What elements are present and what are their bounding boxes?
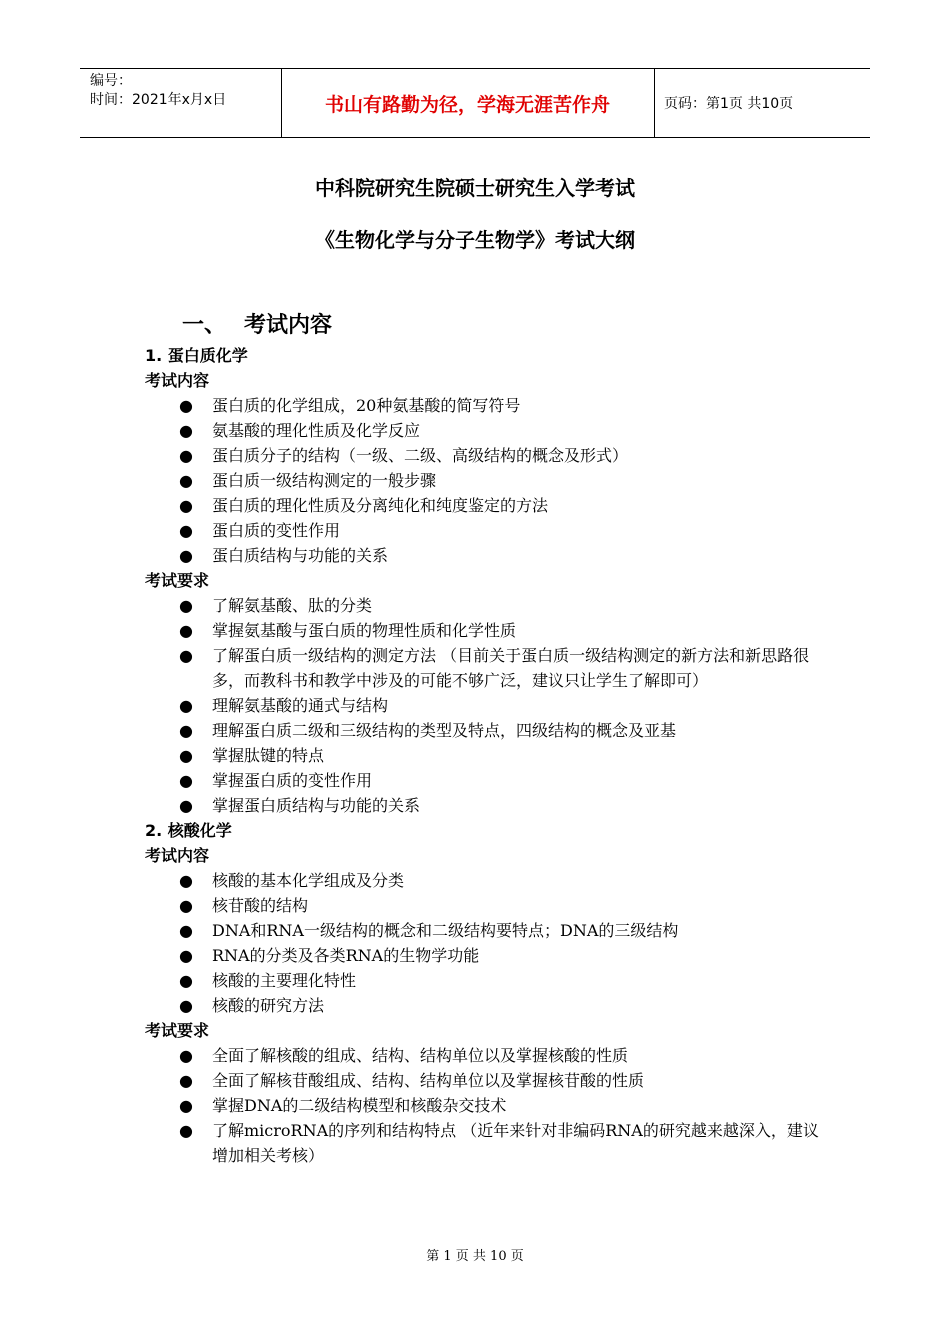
list-item (145, 868, 825, 893)
page-header (80, 68, 870, 138)
list-item-text: 蛋白质分子的结构（一级、二级、高级结构的概念及形式） (212, 446, 629, 465)
list-item-text: 全面了解核酸的组成、结构、结构单位以及掌握核酸的性质 (212, 1046, 629, 1065)
bullet-icon: ● (179, 396, 193, 415)
list-item (145, 493, 825, 518)
list-item (145, 468, 825, 493)
list-item-text: 蛋白质一级结构测定的一般步骤 (212, 471, 437, 490)
list-item-text: 掌握蛋白质的变性作用 (212, 771, 373, 790)
list-item (145, 768, 825, 793)
list-item-text: 核酸的基本化学组成及分类 (212, 871, 405, 890)
bullet-icon: ● (179, 771, 193, 790)
requirements-label: 考试要求 (145, 1021, 210, 1040)
bullet-icon: ● (179, 721, 193, 740)
list-item-text: 了解microRNA的序列和结构特点 （近年来针对非编码RNA的研究越来越深入，建议增加相关考核） (212, 1121, 819, 1165)
section-heading (182, 308, 332, 339)
bullet-icon: ● (179, 646, 193, 665)
part-heading: 2. 核酸化学 (145, 821, 232, 840)
content-label: 考试内容 (145, 371, 210, 390)
bullet-icon: ● (179, 1071, 193, 1090)
bullet-icon: ● (179, 596, 193, 615)
list-item (145, 618, 825, 643)
list-item-text: 了解蛋白质一级结构的测定方法 （目前关于蛋白质一级结构测定的新方法和新思路很多，而教科书和教学中涉及的可能不够广泛，建议只让学生了解即可） (212, 646, 810, 690)
list-item (145, 1068, 825, 1093)
list-item (145, 693, 825, 718)
list-item (145, 418, 825, 443)
list-item-text: 蛋白质结构与功能的关系 (212, 546, 389, 565)
list-item (145, 393, 825, 418)
list-item (145, 793, 825, 818)
list-item (145, 443, 825, 468)
bullet-icon: ● (179, 621, 193, 640)
list-item-text: 掌握氨基酸与蛋白质的物理性质和化学性质 (212, 621, 517, 640)
date-label: 时间：2021年x月x日 (90, 92, 227, 108)
list-item-text: 蛋白质的理化性质及分离纯化和纯度鉴定的方法 (212, 496, 549, 515)
list-item (145, 893, 825, 918)
list-item-text: 核酸的研究方法 (212, 996, 325, 1015)
list-item-text: 理解蛋白质二级和三级结构的类型及特点，四级结构的概念及亚基 (212, 721, 677, 740)
content-label: 考试内容 (145, 846, 210, 865)
bullet-icon: ● (179, 1121, 193, 1140)
page-footer: 第 1 页 共 10 页 (426, 1249, 524, 1264)
list-item-text: 理解氨基酸的通式与结构 (212, 696, 389, 715)
list-item-text: 氨基酸的理化性质及化学反应 (212, 421, 421, 440)
doc-title-line2: 《生物化学与分子生物学》考试大纲 (315, 228, 635, 252)
bullet-icon: ● (179, 971, 193, 990)
section-title: 考试内容 (244, 313, 333, 338)
list-item (145, 1043, 825, 1068)
bullet-icon: ● (179, 496, 193, 515)
bullet-icon: ● (179, 796, 193, 815)
bullet-icon: ● (179, 921, 193, 940)
list-item-text: 核酸的主要理化特性 (212, 971, 357, 990)
header-motto: 书山有路勤为径，学海无涯苦作舟 (281, 69, 655, 137)
list-item-text: 核苷酸的结构 (212, 896, 309, 915)
list-item (145, 968, 825, 993)
bullet-icon: ● (179, 746, 193, 765)
list-item-text: 蛋白质的变性作用 (212, 521, 341, 540)
list-item (145, 993, 825, 1018)
list-item (145, 743, 825, 768)
list-item (145, 543, 825, 568)
bullet-icon: ● (179, 1096, 193, 1115)
header-page-info: 页码：第1页 共10页 (664, 96, 794, 112)
list-item (145, 643, 825, 693)
header-meta (80, 69, 282, 137)
requirements-label: 考试要求 (145, 571, 210, 590)
bullet-icon: ● (179, 546, 193, 565)
part-heading: 1. 蛋白质化学 (145, 346, 248, 365)
doc-title-line1: 中科院研究生院硕士研究生入学考试 (315, 176, 635, 200)
bullet-icon: ● (179, 871, 193, 890)
code-label: 编号： (90, 73, 132, 89)
list-item-text: 掌握蛋白质结构与功能的关系 (212, 796, 421, 815)
list-item (145, 1093, 825, 1118)
list-item (145, 918, 825, 943)
list-item (145, 943, 825, 968)
bullet-icon: ● (179, 696, 193, 715)
list-item-text: 掌握DNA的二级结构模型和核酸杂交技术 (212, 1096, 507, 1115)
section-number: 一、 (182, 313, 227, 338)
bullet-icon: ● (179, 896, 193, 915)
list-item (145, 518, 825, 543)
bullet-icon: ● (179, 421, 193, 440)
list-item (145, 593, 825, 618)
bullet-icon: ● (179, 521, 193, 540)
list-item-text: DNA和RNA一级结构的概念和二级结构要特点；DNA的三级结构 (212, 921, 679, 940)
list-item-text: 掌握肽键的特点 (212, 746, 325, 765)
list-item (145, 1118, 825, 1168)
list-item-text: 蛋白质的化学组成，20种氨基酸的简写符号 (212, 396, 521, 415)
list-item-text: 全面了解核苷酸组成、结构、结构单位以及掌握核苷酸的性质 (212, 1071, 645, 1090)
list-item (145, 718, 825, 743)
list-item-text: RNA的分类及各类RNA的生物学功能 (212, 946, 480, 965)
bullet-icon: ● (179, 446, 193, 465)
list-item-text: 了解氨基酸、肽的分类 (212, 596, 373, 615)
outline-content (145, 343, 825, 1168)
bullet-icon: ● (179, 1046, 193, 1065)
bullet-icon: ● (179, 946, 193, 965)
bullet-icon: ● (179, 471, 193, 490)
bullet-icon: ● (179, 996, 193, 1015)
